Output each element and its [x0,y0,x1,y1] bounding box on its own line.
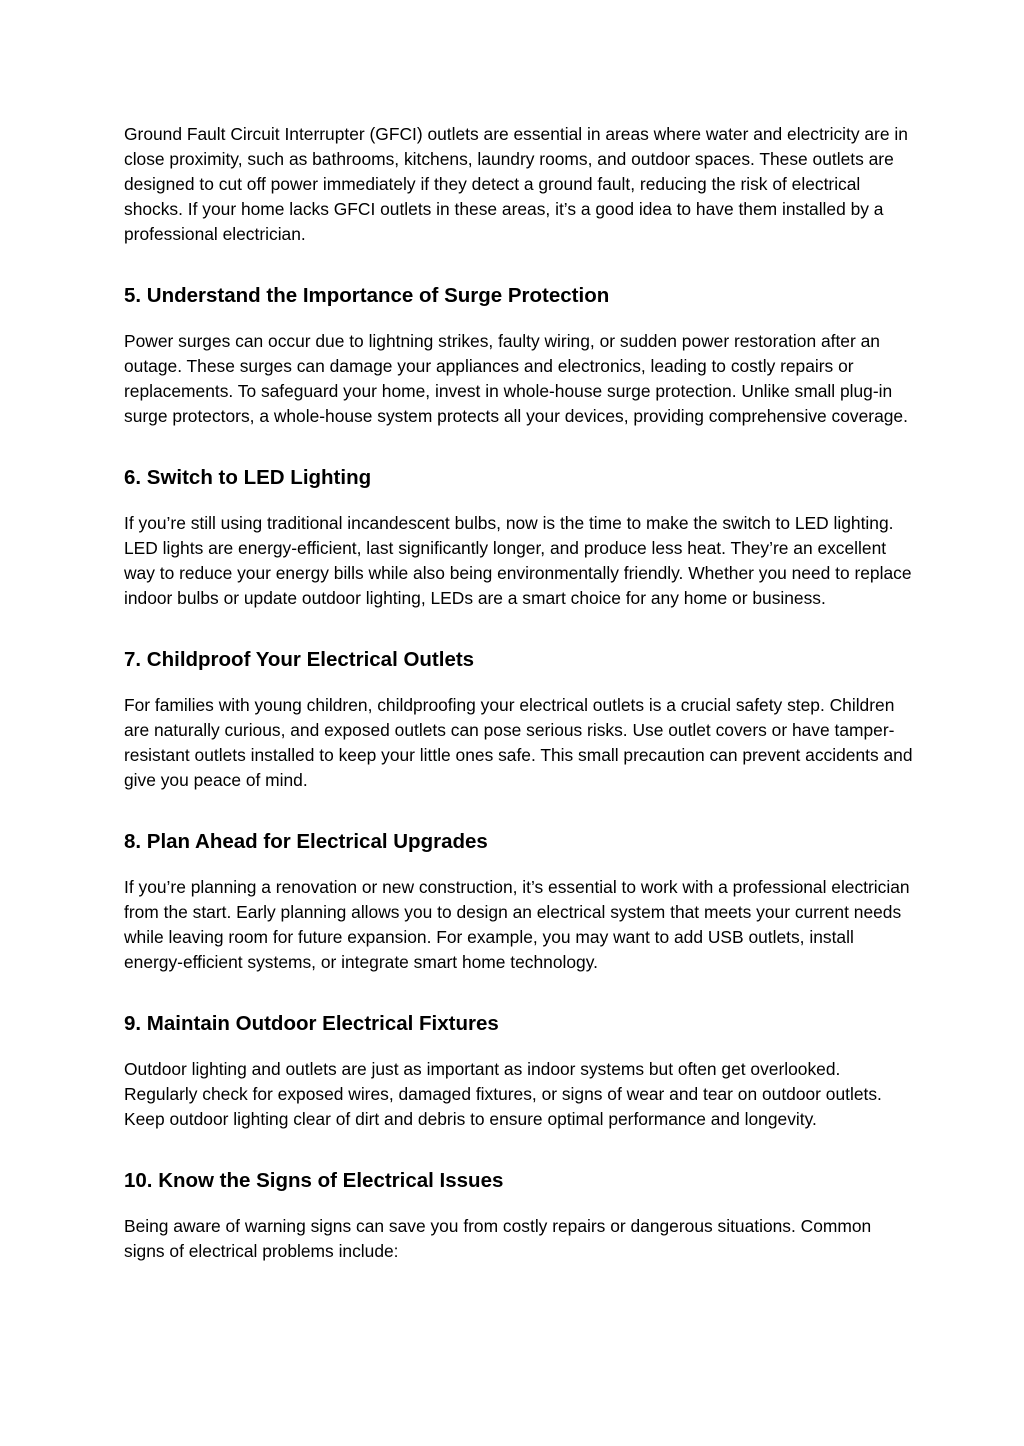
section-heading-surge-protection: 5. Understand the Importance of Surge Protection [124,284,610,307]
section-heading-outdoor-fixtures: 9. Maintain Outdoor Electrical Fixtures [124,1012,499,1035]
section-body-led-lighting: If you’re still using traditional incandescent bulbs, now is the time to make the switch to LED lighting. LED lights are energy-efficient, last significantly longer, and produce less heat. They’re an excellent way to reduce your energy bills while also being environmentally friendly. Whether you need to replace indoor bulbs or update outdoor lighting, LEDs are a smart choice for any home or business. [124,513,912,608]
section-heading-led-lighting: 6. Switch to LED Lighting [124,466,372,489]
section-body-signs-of-issues: Being aware of warning signs can save you from costly repairs or dangerous situations. Common signs of electrical problems include: [124,1216,872,1261]
section-body-surge-protection: Power surges can occur due to lightning strikes, faulty wiring, or sudden power restoration after an outage. These surges can damage your appliances and electronics, leading to costly repairs or replacements. To safeguard your home, invest in whole-house surge protection. Unlike small plug-in surge protectors, a whole-house system protects all your devices, providing comprehensive coverage. [124,331,908,426]
section-body-electrical-upgrades: If you’re planning a renovation or new construction, it’s essential to work with a professional electrician from the start. Early planning allows you to design an electrical system that meets your current needs while leaving room for future expansion. For example, you may want to add USB outlets, install energy-efficient systems, or integrate smart home technology. [124,877,910,972]
section-body-outdoor-fixtures: Outdoor lighting and outlets are just as important as indoor systems but often get overlooked. Regularly check for exposed wires, damaged fixtures, or signs of wear and tear on outdoor outlets. Keep outdoor lighting clear of dirt and debris to ensure optimal performance and longevity. [124,1059,882,1129]
section-heading-signs-of-issues: 10. Know the Signs of Electrical Issues [124,1169,504,1192]
section-heading-childproof-outlets: 7. Childproof Your Electrical Outlets [124,648,475,671]
section-body-childproof-outlets: For families with young children, childproofing your electrical outlets is a crucial safety step. Children are naturally curious, and exposed outlets can pose serious risks. Use outlet covers or have tamper-resistant outlets installed to keep your little ones safe. This small precaution can prevent accidents and give you peace of mind. [124,695,913,790]
intro-paragraph: Ground Fault Circuit Interrupter (GFCI) outlets are essential in areas where water and electricity are in close proximity, such as bathrooms, kitchens, laundry rooms, and outdoor spaces. These outlets are designed to cut off power immediately if they detect a ground fault, reducing the risk of electrical shocks. If your home lacks GFCI outlets in these areas, it’s a good idea to have them installed by a professional electrician. [124,124,908,244]
document-content [124,122,914,1264]
section-heading-electrical-upgrades: 8. Plan Ahead for Electrical Upgrades [124,830,488,853]
